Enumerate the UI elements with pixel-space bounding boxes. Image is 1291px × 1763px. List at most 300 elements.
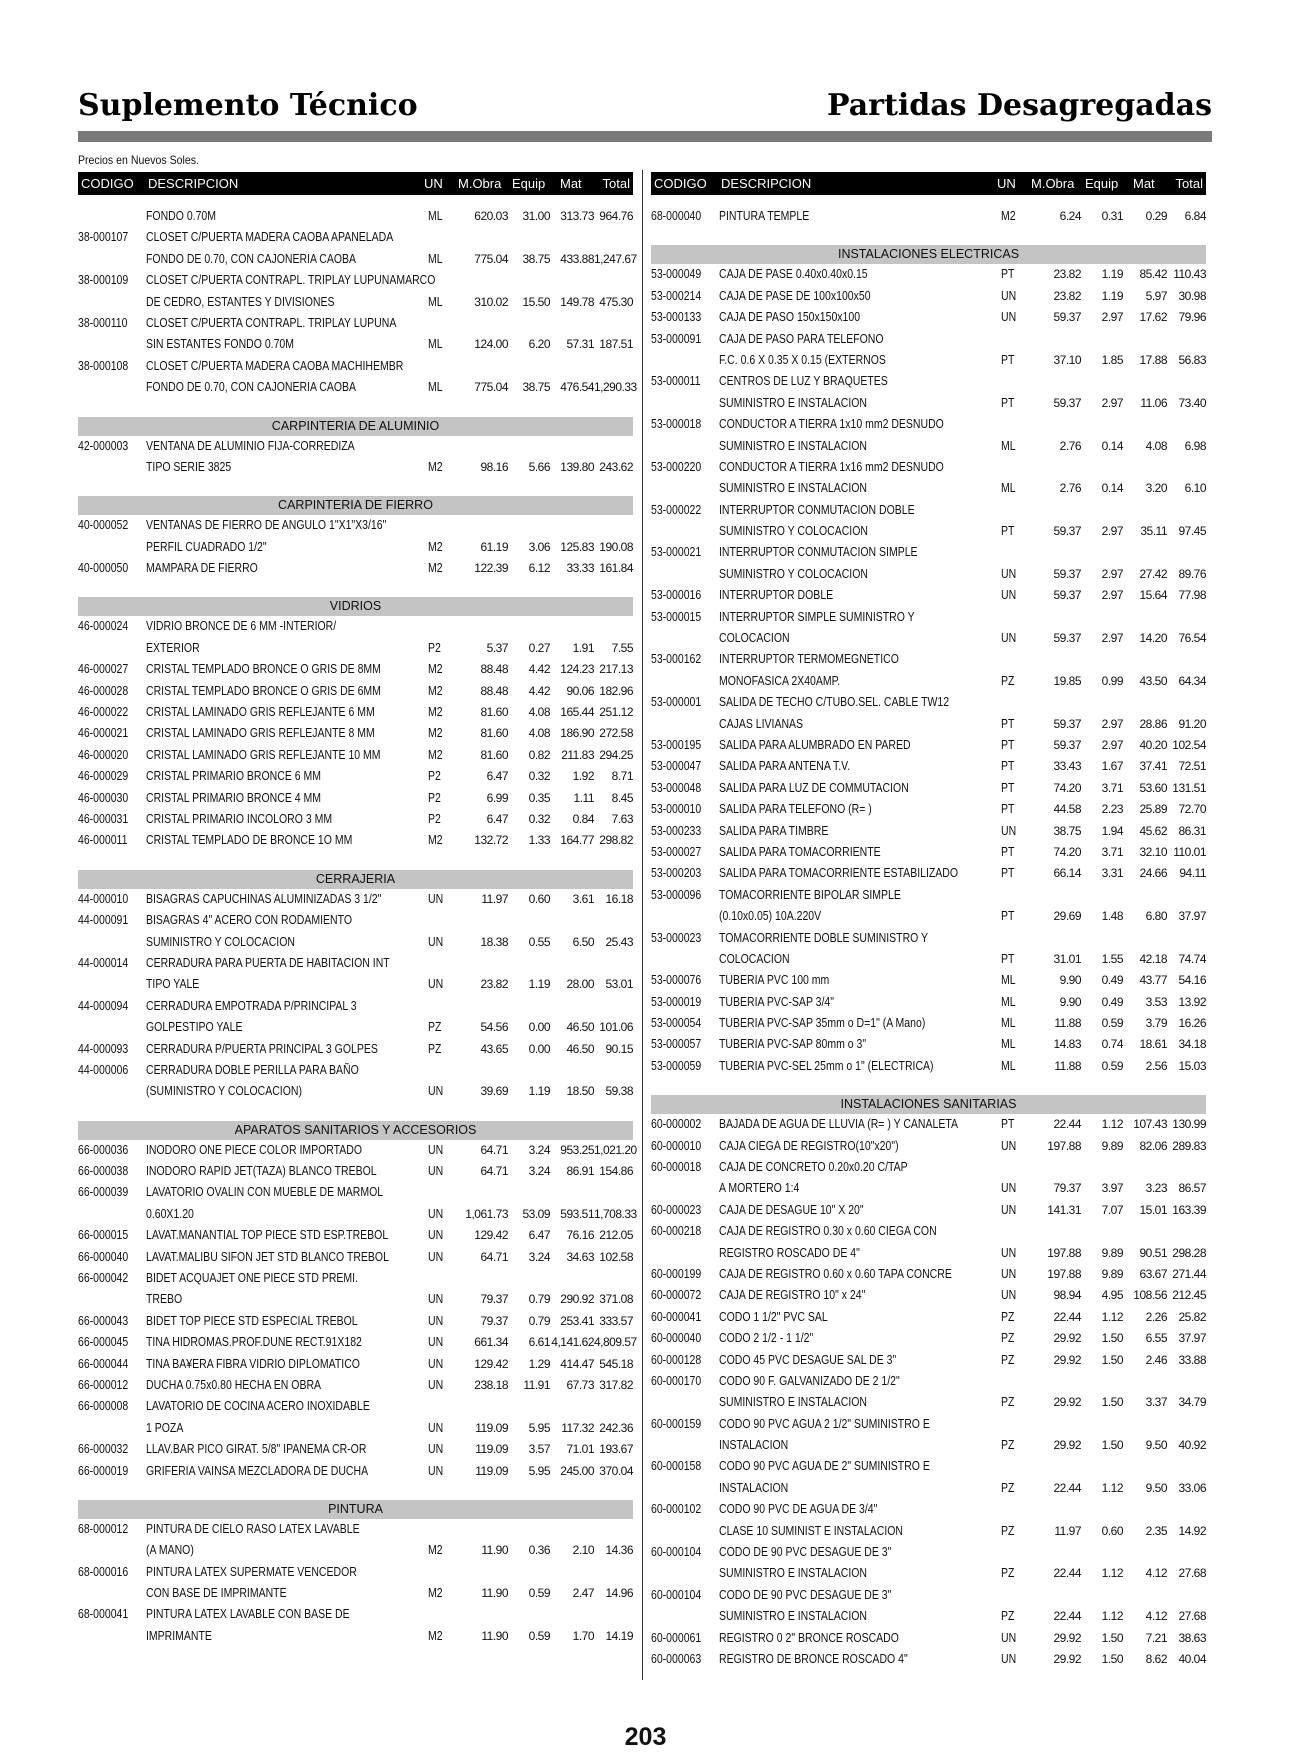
item-unit: UN xyxy=(428,1164,444,1179)
item-description: CODO 90 PVC AGUA DE 2" SUMINISTRO E xyxy=(719,1459,930,1474)
item-equipment: 0.79 xyxy=(528,1313,550,1328)
item-labor: 141.31 xyxy=(1047,1202,1081,1217)
item-labor: 11.90 xyxy=(481,1628,508,1643)
item-total: 90.15 xyxy=(605,1041,633,1056)
item-unit: M2 xyxy=(428,662,443,677)
table-row xyxy=(651,906,1206,927)
item-material: 2.47 xyxy=(572,1586,594,1601)
item-unit: UN xyxy=(1001,631,1017,646)
item-equipment: 6.47 xyxy=(528,1228,550,1243)
item-description: BAJADA DE AGUA DE LLUVIA (R= ) Y CANALETA xyxy=(719,1117,958,1132)
item-labor: 64.71 xyxy=(480,1164,508,1179)
item-labor: 6.47 xyxy=(486,811,508,826)
item-description: TUBERIA PVC 100 mm xyxy=(719,973,830,988)
item-labor: 98.16 xyxy=(480,459,508,474)
item-equipment: 5.66 xyxy=(528,459,550,474)
item-unit: UN xyxy=(1001,1266,1017,1281)
table-row xyxy=(78,638,633,659)
item-unit: M2 xyxy=(428,561,443,576)
item-description: LLAV.BAR PICO GIRAT. 5/8" IPANEMA CR-OR xyxy=(146,1442,367,1457)
item-labor: 775.04 xyxy=(474,380,508,395)
item-code: 53-000059 xyxy=(651,1058,702,1073)
item-unit: UN xyxy=(428,1249,444,1264)
item-code: 53-000054 xyxy=(651,1016,702,1031)
table-row xyxy=(78,1583,633,1604)
table-row xyxy=(78,227,633,248)
item-code: 44-000091 xyxy=(78,913,129,928)
item-material: 165.44 xyxy=(560,705,594,720)
item-total: 89.76 xyxy=(1178,566,1206,581)
item-unit: PZ xyxy=(1001,1566,1015,1581)
item-total: 271.44 xyxy=(1172,1266,1206,1281)
section-heading: PINTURA xyxy=(78,1500,633,1519)
item-code: 60-000002 xyxy=(651,1117,702,1132)
table-row xyxy=(651,1456,1206,1477)
item-code: 46-000020 xyxy=(78,747,129,762)
item-code: 53-000203 xyxy=(651,866,702,881)
table-row xyxy=(651,1307,1206,1328)
table-row xyxy=(78,270,633,291)
item-description: LAVATORIO DE COCINA ACERO INOXIDABLE xyxy=(146,1399,370,1414)
table-header xyxy=(651,172,1206,195)
table-row xyxy=(651,564,1206,585)
item-code: 53-000214 xyxy=(651,288,702,303)
item-code: 53-000049 xyxy=(651,267,702,282)
item-equipment: 0.49 xyxy=(1101,994,1123,1009)
table-row xyxy=(78,1161,633,1182)
item-total: 14.19 xyxy=(605,1628,633,1643)
item-equipment: 0.59 xyxy=(528,1586,550,1601)
item-code: 38-000110 xyxy=(78,315,128,330)
table-row xyxy=(78,1461,633,1482)
item-total: 163.39 xyxy=(1172,1202,1206,1217)
item-material: 7.21 xyxy=(1145,1630,1167,1645)
item-labor: 14.83 xyxy=(1053,1037,1081,1052)
supplement-title: Suplemento Técnico xyxy=(78,88,418,123)
table-row xyxy=(651,371,1206,392)
item-unit: M2 xyxy=(428,539,443,554)
item-labor: 79.37 xyxy=(480,1313,508,1328)
table-row xyxy=(651,1606,1206,1627)
table-row xyxy=(651,1350,1206,1371)
item-code: 53-000016 xyxy=(651,588,702,603)
item-unit: PT xyxy=(1001,759,1015,774)
table-row xyxy=(78,616,633,637)
item-labor: 238.18 xyxy=(474,1377,508,1392)
left-column xyxy=(78,172,637,1647)
item-description: CAJA DE DESAGUE 10" X 20" xyxy=(719,1202,864,1217)
item-material: 149.78 xyxy=(560,294,594,309)
table-row xyxy=(651,1585,1206,1606)
item-equipment: 0.36 xyxy=(528,1543,550,1558)
item-material: 1.70 xyxy=(572,1628,594,1643)
item-equipment: 0.74 xyxy=(1101,1037,1123,1052)
item-description: CERRADURA P/PUERTA PRINCIPAL 3 GOLPES xyxy=(146,1041,378,1056)
item-total: 6.98 xyxy=(1184,438,1206,453)
item-total: 130.99 xyxy=(1172,1117,1206,1132)
item-unit: PT xyxy=(1001,909,1015,924)
section-title: Partidas Desagregadas xyxy=(826,88,1212,123)
item-equipment: 1.67 xyxy=(1101,759,1123,774)
table-row xyxy=(651,500,1206,521)
table-row xyxy=(78,1204,637,1225)
item-material: 3.79 xyxy=(1145,1016,1167,1031)
item-unit: ML xyxy=(1001,481,1016,496)
item-equipment: 3.57 xyxy=(528,1442,550,1457)
item-total: 161.84 xyxy=(599,561,633,576)
item-labor: 9.90 xyxy=(1059,994,1081,1009)
section-heading: CERRAJERIA xyxy=(78,870,633,889)
item-code: 53-000162 xyxy=(651,652,702,667)
item-material: 34.63 xyxy=(566,1249,594,1264)
item-description: SUMINISTRO E INSTALACION xyxy=(719,395,867,410)
item-unit: UN xyxy=(1001,823,1017,838)
item-unit: PT xyxy=(1001,802,1015,817)
table-row xyxy=(78,1540,633,1561)
header-rule xyxy=(78,131,1212,142)
item-total: 16.18 xyxy=(605,891,633,906)
item-unit: P2 xyxy=(428,769,441,784)
item-unit: PZ xyxy=(1001,1309,1015,1324)
item-labor: 197.88 xyxy=(1047,1266,1081,1281)
item-description: CAJA DE REGISTRO 0.60 x 0.60 TAPA CONCRE xyxy=(719,1266,952,1281)
item-code: 38-000107 xyxy=(78,230,129,245)
table-row xyxy=(651,329,1206,350)
item-description: CERRADURA DOBLE PERILLA PARA BAÑO xyxy=(146,1062,359,1077)
table-row xyxy=(651,286,1206,307)
table-row xyxy=(78,1375,633,1396)
item-material: 6.80 xyxy=(1145,909,1167,924)
item-equipment: 38.75 xyxy=(522,251,550,266)
item-labor: 29.92 xyxy=(1053,1331,1081,1346)
table-row xyxy=(78,788,633,809)
item-equipment: 6.20 xyxy=(528,337,550,352)
table-row xyxy=(651,414,1206,435)
item-description: SIN ESTANTES FONDO 0.70M xyxy=(146,337,295,352)
item-equipment: 3.71 xyxy=(1101,780,1123,795)
item-labor: 81.60 xyxy=(480,705,508,720)
item-code: 60-000041 xyxy=(651,1309,702,1324)
item-equipment: 1.19 xyxy=(528,977,550,992)
item-material: 593.51 xyxy=(560,1206,594,1221)
item-description: INODORO ONE PIECE COLOR IMPORTADO xyxy=(146,1142,363,1157)
item-labor: 64.71 xyxy=(480,1142,508,1157)
item-unit: ML xyxy=(428,294,443,309)
item-code: 38-000108 xyxy=(78,358,129,373)
item-equipment: 1.85 xyxy=(1101,352,1123,367)
item-unit: UN xyxy=(428,1142,444,1157)
item-description: SUMINISTRO E INSTALACION xyxy=(719,438,867,453)
item-description: CAJA DE PASO 150x150x100 xyxy=(719,310,861,325)
item-code: 53-000001 xyxy=(651,695,702,710)
item-labor: 11.97 xyxy=(1054,1523,1081,1538)
item-code: 44-000093 xyxy=(78,1041,129,1056)
item-total: 212.45 xyxy=(1172,1288,1206,1303)
item-material: 0.29 xyxy=(1145,209,1167,223)
item-code: 46-000027 xyxy=(78,662,129,677)
item-description: CON BASE DE IMPRIMANTE xyxy=(146,1586,287,1601)
item-total: 56.83 xyxy=(1178,352,1206,367)
item-material: 25.89 xyxy=(1139,802,1167,817)
table-row xyxy=(651,949,1206,970)
item-equipment: 0.49 xyxy=(1101,973,1123,988)
item-code: 44-000014 xyxy=(78,955,129,970)
item-code: 53-000047 xyxy=(651,759,702,774)
item-unit: M2 xyxy=(1001,209,1016,223)
section-heading: INSTALACIONES ELECTRICAS xyxy=(651,245,1206,264)
item-code: 60-000010 xyxy=(651,1138,702,1153)
item-equipment: 9.89 xyxy=(1101,1266,1123,1281)
item-total: 1,247.67 xyxy=(594,251,637,266)
item-description: BIDET ACQUAJET ONE PIECE STD PREMI. xyxy=(146,1271,358,1286)
item-material: 1.11 xyxy=(573,790,594,805)
item-description: INODORO RAPID JET(TAZA) BLANCO TREBOL xyxy=(146,1164,377,1179)
table-row xyxy=(78,1081,633,1102)
item-description: INTERRUPTOR CONMUTACION SIMPLE xyxy=(719,545,918,560)
table-row xyxy=(78,1182,633,1203)
column-divider xyxy=(642,170,643,1680)
item-material: 90.06 xyxy=(566,683,594,698)
col-total: Total xyxy=(602,176,630,191)
item-material: 32.10 xyxy=(1139,844,1167,859)
item-total: 86.57 xyxy=(1178,1181,1206,1196)
item-total: 34.79 xyxy=(1178,1395,1206,1410)
item-description: CAJAS LIVIANAS xyxy=(719,716,804,731)
item-equipment: 9.89 xyxy=(1101,1138,1123,1153)
item-equipment: 0.35 xyxy=(528,790,550,805)
item-unit: UN xyxy=(1001,1288,1017,1303)
item-unit: UN xyxy=(428,977,444,992)
item-labor: 64.71 xyxy=(480,1249,508,1264)
item-labor: 44.58 xyxy=(1053,802,1081,817)
table-row xyxy=(78,723,633,744)
item-labor: 620.03 xyxy=(474,209,508,223)
item-description: SALIDA PARA ALUMBRADO EN PARED xyxy=(719,737,911,752)
item-description: CERRADURA PARA PUERTA DE HABITACION INT xyxy=(146,955,390,970)
item-equipment: 1.12 xyxy=(1101,1480,1123,1495)
item-equipment: 4.42 xyxy=(528,683,550,698)
table-row xyxy=(78,1604,633,1625)
item-labor: 5.37 xyxy=(486,640,508,655)
table-row xyxy=(78,1268,633,1289)
item-code: 53-000133 xyxy=(651,310,702,325)
table-row xyxy=(651,1542,1206,1563)
item-total: 1,021.20 xyxy=(594,1142,637,1157)
item-description: BISAGRAS 4" ACERO CON RODAMIENTO xyxy=(146,913,352,928)
item-unit: ML xyxy=(428,380,443,395)
item-material: 164.77 xyxy=(560,833,594,848)
item-unit: PZ xyxy=(1001,1523,1015,1538)
item-description: COLOCACION xyxy=(719,631,790,646)
table-row xyxy=(651,1563,1206,1584)
item-description: CRISTAL TEMPLADO BRONCE O GRIS DE 6MM xyxy=(146,683,381,698)
item-code: 53-000023 xyxy=(651,930,702,945)
item-material: 3.53 xyxy=(1145,994,1167,1009)
item-description: VIDRIO BRONCE DE 6 MM -INTERIOR/ xyxy=(146,619,337,634)
item-total: 102.54 xyxy=(1172,737,1206,752)
item-total: 30.98 xyxy=(1178,288,1206,303)
item-code: 46-000022 xyxy=(78,705,129,720)
table-row xyxy=(651,970,1206,991)
item-total: 6.10 xyxy=(1184,481,1206,496)
item-labor: 59.37 xyxy=(1053,631,1081,646)
item-equipment: 53.09 xyxy=(522,1206,550,1221)
item-equipment: 6.12 xyxy=(528,561,550,576)
item-description: 0.60X1.20 xyxy=(146,1206,194,1221)
col-mat: Mat xyxy=(1133,176,1155,191)
item-labor: 98.94 xyxy=(1053,1288,1081,1303)
item-material: 8.62 xyxy=(1145,1652,1167,1666)
right-column xyxy=(651,172,1206,1670)
item-code: 60-000128 xyxy=(651,1352,702,1367)
item-labor: 29.92 xyxy=(1053,1630,1081,1645)
table-row xyxy=(78,558,633,579)
item-labor: 22.44 xyxy=(1053,1309,1081,1324)
table-row xyxy=(651,863,1206,884)
item-code: 66-000012 xyxy=(78,1377,129,1392)
item-description: FONDO DE 0.70, CON CAJONERIA CAOBA xyxy=(146,251,357,266)
item-equipment: 0.82 xyxy=(528,747,550,762)
item-code: 60-000199 xyxy=(651,1266,702,1281)
item-description: 1 POZA xyxy=(146,1420,184,1435)
table-row xyxy=(651,1013,1206,1034)
item-total: 37.97 xyxy=(1178,909,1206,924)
item-labor: 54.56 xyxy=(480,1020,508,1035)
table-row xyxy=(651,885,1206,906)
table-row xyxy=(651,1157,1206,1178)
item-material: 90.51 xyxy=(1139,1245,1167,1260)
item-total: 40.92 xyxy=(1178,1438,1206,1453)
item-code: 53-000220 xyxy=(651,459,702,474)
table-header xyxy=(78,172,633,195)
item-code: 68-000041 xyxy=(78,1607,129,1622)
table-row xyxy=(651,1034,1206,1055)
item-code: 40-000050 xyxy=(78,561,129,576)
item-equipment: 1.50 xyxy=(1101,1630,1123,1645)
item-material: 43.77 xyxy=(1139,973,1167,988)
item-unit: PT xyxy=(1001,352,1015,367)
item-labor: 33.43 xyxy=(1053,759,1081,774)
item-unit: PT xyxy=(1001,780,1015,795)
item-equipment: 4.42 xyxy=(528,662,550,677)
table-row xyxy=(651,799,1206,820)
item-unit: PT xyxy=(1001,844,1015,859)
item-total: 76.54 xyxy=(1178,631,1206,646)
item-unit: PT xyxy=(1001,737,1015,752)
table-row xyxy=(651,649,1206,670)
item-code: 66-000036 xyxy=(78,1142,129,1157)
item-unit: PZ xyxy=(1001,1331,1015,1346)
item-total: 217.13 xyxy=(599,662,633,677)
item-total: 54.16 xyxy=(1178,973,1206,988)
item-code: 68-000016 xyxy=(78,1564,129,1579)
item-material: 67.73 xyxy=(566,1377,594,1392)
item-description: SUMINISTRO E INSTALACION xyxy=(719,1395,867,1410)
item-material: 43.50 xyxy=(1139,673,1167,688)
item-description: TINA HIDROMAS.PROF.DUNE RECT.91X182 xyxy=(146,1335,362,1350)
item-labor: 59.37 xyxy=(1053,737,1081,752)
item-material: 117.32 xyxy=(561,1420,594,1435)
item-description: REGISTRO ROSCADO DE 4" xyxy=(719,1245,860,1260)
item-description: FONDO DE 0.70, CON CAJONERIA CAOBA xyxy=(146,380,357,395)
item-code: 60-000072 xyxy=(651,1288,702,1303)
item-description: REGISTRO DE BRONCE ROSCADO 4" xyxy=(719,1652,908,1666)
item-description: DUCHA 0.75x0.80 HECHA EN OBRA xyxy=(146,1377,322,1392)
item-unit: ML xyxy=(1001,438,1016,453)
item-equipment: 15.50 xyxy=(522,294,550,309)
item-equipment: 0.32 xyxy=(528,769,550,784)
table-row xyxy=(651,1499,1206,1520)
table-row xyxy=(78,515,633,536)
table-row xyxy=(651,756,1206,777)
item-equipment: 0.79 xyxy=(528,1292,550,1307)
item-equipment: 6.61 xyxy=(528,1335,550,1350)
col-mobra: M.Obra xyxy=(458,176,502,191)
item-description: (A MANO) xyxy=(146,1543,194,1558)
item-code: 60-000061 xyxy=(651,1630,702,1645)
item-material: 0.84 xyxy=(572,811,594,826)
item-code: 53-000027 xyxy=(651,844,702,859)
item-description: TREBO xyxy=(146,1292,183,1307)
item-unit: PT xyxy=(1001,716,1015,731)
item-labor: 88.48 xyxy=(480,662,508,677)
item-unit: M2 xyxy=(428,1628,443,1643)
item-description: TUBERIA PVC-SAP 35mm o D=1" (A Mano) xyxy=(719,1016,926,1031)
item-description: TIPO YALE xyxy=(146,977,200,992)
item-total: 1,708.33 xyxy=(594,1206,637,1221)
item-material: 33.33 xyxy=(566,561,594,576)
item-material: 139.80 xyxy=(560,459,594,474)
table-row xyxy=(651,628,1206,649)
item-labor: 88.48 xyxy=(480,683,508,698)
item-unit: PT xyxy=(1001,267,1015,282)
item-unit: UN xyxy=(428,891,444,906)
item-total: 34.18 xyxy=(1178,1037,1206,1052)
item-equipment: 0.00 xyxy=(528,1041,550,1056)
table-row xyxy=(78,436,633,457)
item-material: 28.00 xyxy=(566,977,594,992)
item-material: 1.92 xyxy=(572,769,594,784)
item-code: 60-000104 xyxy=(651,1545,702,1560)
table-row xyxy=(651,350,1206,371)
item-material: 3.20 xyxy=(1145,481,1167,496)
item-description: FONDO 0.70M xyxy=(146,209,217,223)
item-equipment: 3.97 xyxy=(1101,1181,1123,1196)
item-code: 66-000039 xyxy=(78,1185,129,1200)
table-row xyxy=(78,1247,633,1268)
item-code: 53-000011 xyxy=(651,374,701,389)
item-equipment: 7.07 xyxy=(1101,1202,1123,1217)
item-material: 4,141.62 xyxy=(551,1335,594,1350)
item-code: 60-000063 xyxy=(651,1652,702,1666)
item-total: 317.82 xyxy=(599,1377,633,1392)
item-unit: UN xyxy=(1001,1245,1017,1260)
item-material: 2.35 xyxy=(1145,1523,1167,1538)
item-material: 46.50 xyxy=(566,1041,594,1056)
item-code: 53-000021 xyxy=(651,545,702,560)
item-material: 290.92 xyxy=(560,1292,594,1307)
table-row xyxy=(78,1562,633,1583)
item-total: 131.51 xyxy=(1172,780,1206,795)
item-description: CODO 90 PVC AGUA 2 1/2" SUMINISTRO E xyxy=(719,1416,930,1431)
item-material: 414.47 xyxy=(560,1356,594,1371)
item-equipment: 1.48 xyxy=(1101,909,1123,924)
item-description: VENTANA DE ALUMINIO FIJA-CORREDIZA xyxy=(146,438,355,453)
item-total: 59.38 xyxy=(605,1084,633,1099)
item-material: 57.31 xyxy=(566,337,594,352)
table-row xyxy=(651,457,1206,478)
item-total: 40.04 xyxy=(1178,1652,1206,1666)
